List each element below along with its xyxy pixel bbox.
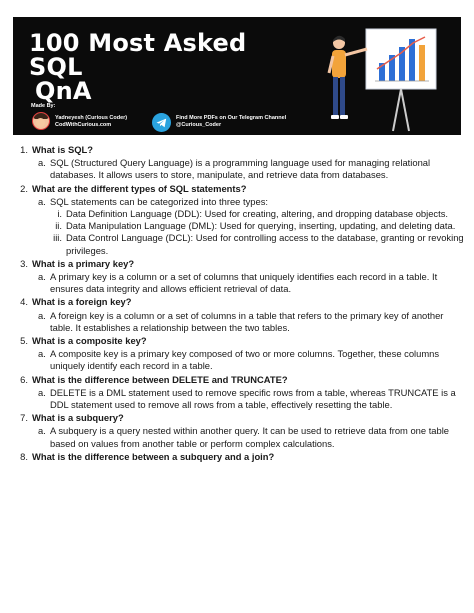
sub-answer-item: [14, 220, 464, 232]
answer-text: SQL (Structured Query Language) is a programming language used for managing relational databases. It allows users to store, manipulate, and retrieve data from databases.: [50, 157, 431, 181]
question-number: 7.: [20, 412, 28, 424]
title-line-2: QnA: [35, 77, 92, 105]
question-item: [14, 335, 464, 347]
answer-text: A primary key is a column or a set of columns that uniquely identifies each record in a table. It ensures data integrity and allows efficient retrieval of data.: [50, 271, 438, 295]
author-info: [55, 115, 127, 129]
answer-item: [14, 271, 464, 295]
question-item: [14, 144, 464, 156]
answer-letter: a.: [38, 157, 46, 169]
telegram-info: [176, 115, 326, 129]
question-text: What is a primary key?: [32, 257, 135, 269]
sub-answer-text: Data Definition Language (DDL): Used for creating, altering, and dropping database objects.: [66, 208, 449, 220]
question-text: What is a subquery?: [32, 412, 124, 424]
answer-item: [14, 310, 464, 334]
sub-answer-numeral: iii.: [53, 232, 62, 244]
question-text: What is the difference between DELETE and TRUNCATE?: [32, 373, 288, 385]
answer-letter: a.: [38, 271, 46, 283]
question-number: 3.: [20, 257, 28, 269]
question-number: 5.: [20, 335, 28, 347]
answer-item: [14, 196, 464, 208]
sub-answer-item: [14, 232, 464, 256]
question-text: What is a composite key?: [32, 335, 147, 347]
answer-text: A composite key is a primary key composed of two or more columns. Together, these columns uniquely identify each record in a table.: [50, 348, 440, 372]
sub-answer-item: [14, 208, 464, 220]
answer-item: [14, 157, 464, 181]
question-text: What are the different types of SQL statements?: [32, 182, 247, 194]
answer-item: [14, 387, 464, 411]
qa-list: [14, 143, 464, 463]
author-site-link[interactable]: CodWithCurious.com: [55, 122, 112, 128]
answer-letter: a.: [38, 425, 46, 437]
answer-text: A foreign key is a column or a set of columns in a table that refers to the primary key of another table. It establishes a relationship between the two tables.: [50, 309, 444, 333]
author-name: Yadneyesh (Curious Coder): [55, 115, 128, 121]
question-number: 2.: [20, 182, 28, 194]
header-banner: [13, 17, 461, 135]
presenter-chart-illustration-icon: [311, 23, 461, 133]
question-item: [14, 451, 464, 463]
sub-answer-numeral: ii.: [55, 220, 62, 232]
answer-item: [14, 348, 464, 372]
sub-answer-numeral: i.: [57, 208, 62, 220]
question-number: 8.: [20, 450, 28, 462]
question-item: [14, 296, 464, 308]
question-item: [14, 258, 464, 270]
answer-text: A subquery is a query nested within another query. It can be used to retrieve data from one table based on values from another table or perform complex calculations.: [50, 425, 450, 449]
author-avatar-icon: [32, 112, 50, 130]
question-number: 1.: [20, 144, 28, 155]
question-number: 4.: [20, 296, 28, 308]
telegram-icon[interactable]: [152, 113, 171, 132]
sub-answer-text: Data Manipulation Language (DML): Used for querying, inserting, updating, and deleting data.: [66, 220, 456, 232]
question-text: What is a foreign key?: [32, 296, 132, 308]
question-number: 6.: [20, 373, 28, 385]
page-title: [29, 31, 299, 103]
telegram-promo-text: Find More PDFs on Our Telegram Channel: [176, 115, 287, 121]
answer-letter: a.: [38, 348, 46, 360]
made-by-label: Made By:: [31, 103, 56, 109]
answer-text: DELETE is a DML statement used to remove specific rows from a table, whereas TRUNCATE is a DDL statement used to remove all rows from a table, effectively resetting the table.: [50, 386, 456, 411]
answer-letter: a.: [38, 195, 46, 207]
question-item: [14, 183, 464, 195]
sub-answer-text: Data Control Language (DCL): Used for controlling access to the database, granting or revoking privileges.: [66, 232, 464, 256]
answer-letter: a.: [38, 309, 46, 321]
title-line-1: 100 Most Asked SQL: [29, 29, 247, 81]
answer-text: SQL statements can be categorized into three types:: [50, 195, 269, 207]
question-item: [14, 412, 464, 424]
question-item: [14, 374, 464, 386]
question-text: What is the difference between a subquery and a join?: [32, 450, 275, 462]
answer-item: [14, 425, 464, 449]
telegram-channel-link[interactable]: @Curious_Coder: [176, 122, 222, 128]
question-text: What is SQL?: [32, 144, 93, 155]
answer-letter: a.: [38, 386, 46, 398]
